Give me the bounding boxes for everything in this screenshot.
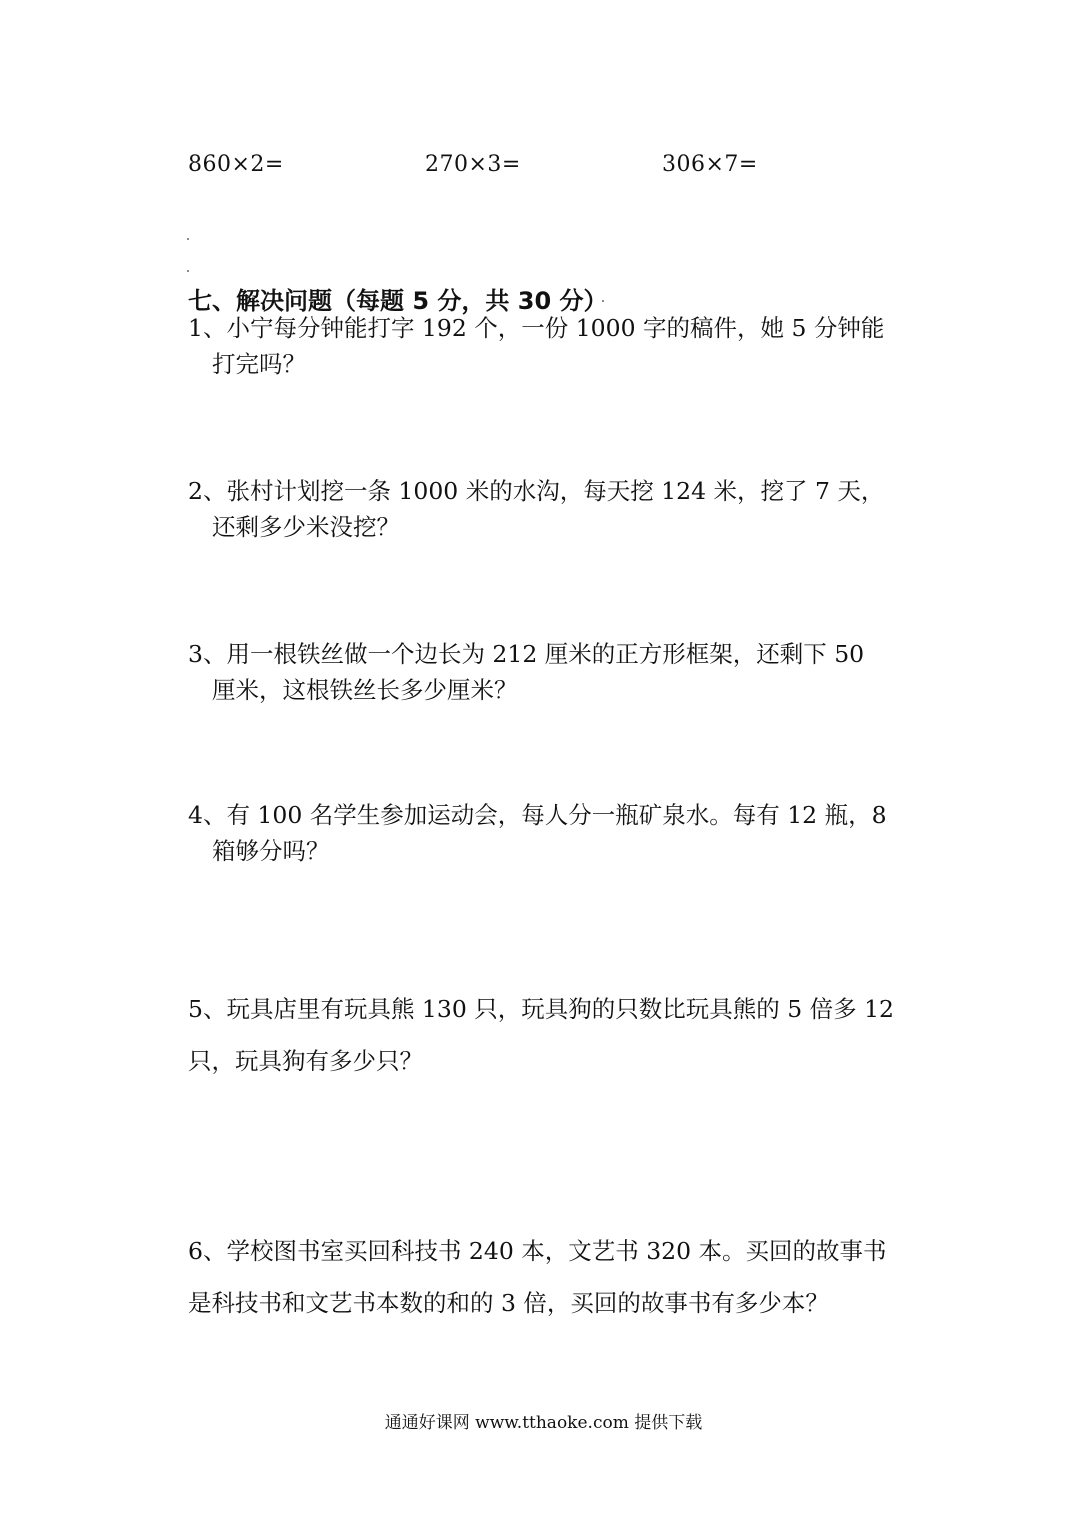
problem-3 (188, 636, 904, 708)
problem-text-continued: 只，玩具狗有多少只？ (188, 1047, 423, 1075)
problem-text: 1、小宁每分钟能打字 192 个，一份 1000 字的稿件，她 5 分钟能 (188, 314, 885, 342)
footer-credit: 通通好课网 www.tthaoke.com 提供下载 (384, 1413, 703, 1433)
scan-speck (187, 238, 189, 240)
problem-text: 5、玩具店里有玩具熊 130 只，玩具狗的只数比玩具熊的 5 倍多 12 (188, 995, 895, 1023)
problem-text-continued: 还剩多少米没挖？ (212, 513, 400, 541)
section-title: 七、解决问题（每题 5 分，共 30 分） (188, 287, 608, 315)
problem-text: 3、用一根铁丝做一个边长为 212 厘米的正方形框架，还剩下 50 (188, 640, 865, 668)
problem-text-continued: 打完吗？ (212, 350, 306, 378)
problem-text: 2、张村计划挖一条 1000 米的水沟，每天挖 124 米，挖了 7 天， (188, 477, 885, 505)
problem-1 (188, 310, 904, 382)
calculation-1: 860×2= (188, 152, 284, 177)
calculation-2: 270×3= (425, 152, 521, 177)
problem-text-continued: 箱够分吗？ (212, 837, 330, 865)
problem-text: 6、学校图书室买回科技书 240 本，文艺书 320 本。买回的故事书 (188, 1237, 887, 1265)
problem-text-continued: 厘米，这根铁丝长多少厘米？ (212, 676, 518, 704)
problem-text: 4、有 100 名学生参加运动会，每人分一瓶矿泉水。每有 12 瓶，8 (188, 801, 887, 829)
problem-2 (188, 473, 904, 545)
problem-6 (188, 1225, 904, 1329)
problem-4 (188, 797, 904, 869)
problem-5 (188, 983, 904, 1087)
calculation-3: 306×7= (662, 152, 758, 177)
problem-text-continued: 是科技书和文艺书本数的和的 3 倍，买回的故事书有多少本？ (188, 1289, 829, 1317)
scan-speck (187, 270, 189, 272)
